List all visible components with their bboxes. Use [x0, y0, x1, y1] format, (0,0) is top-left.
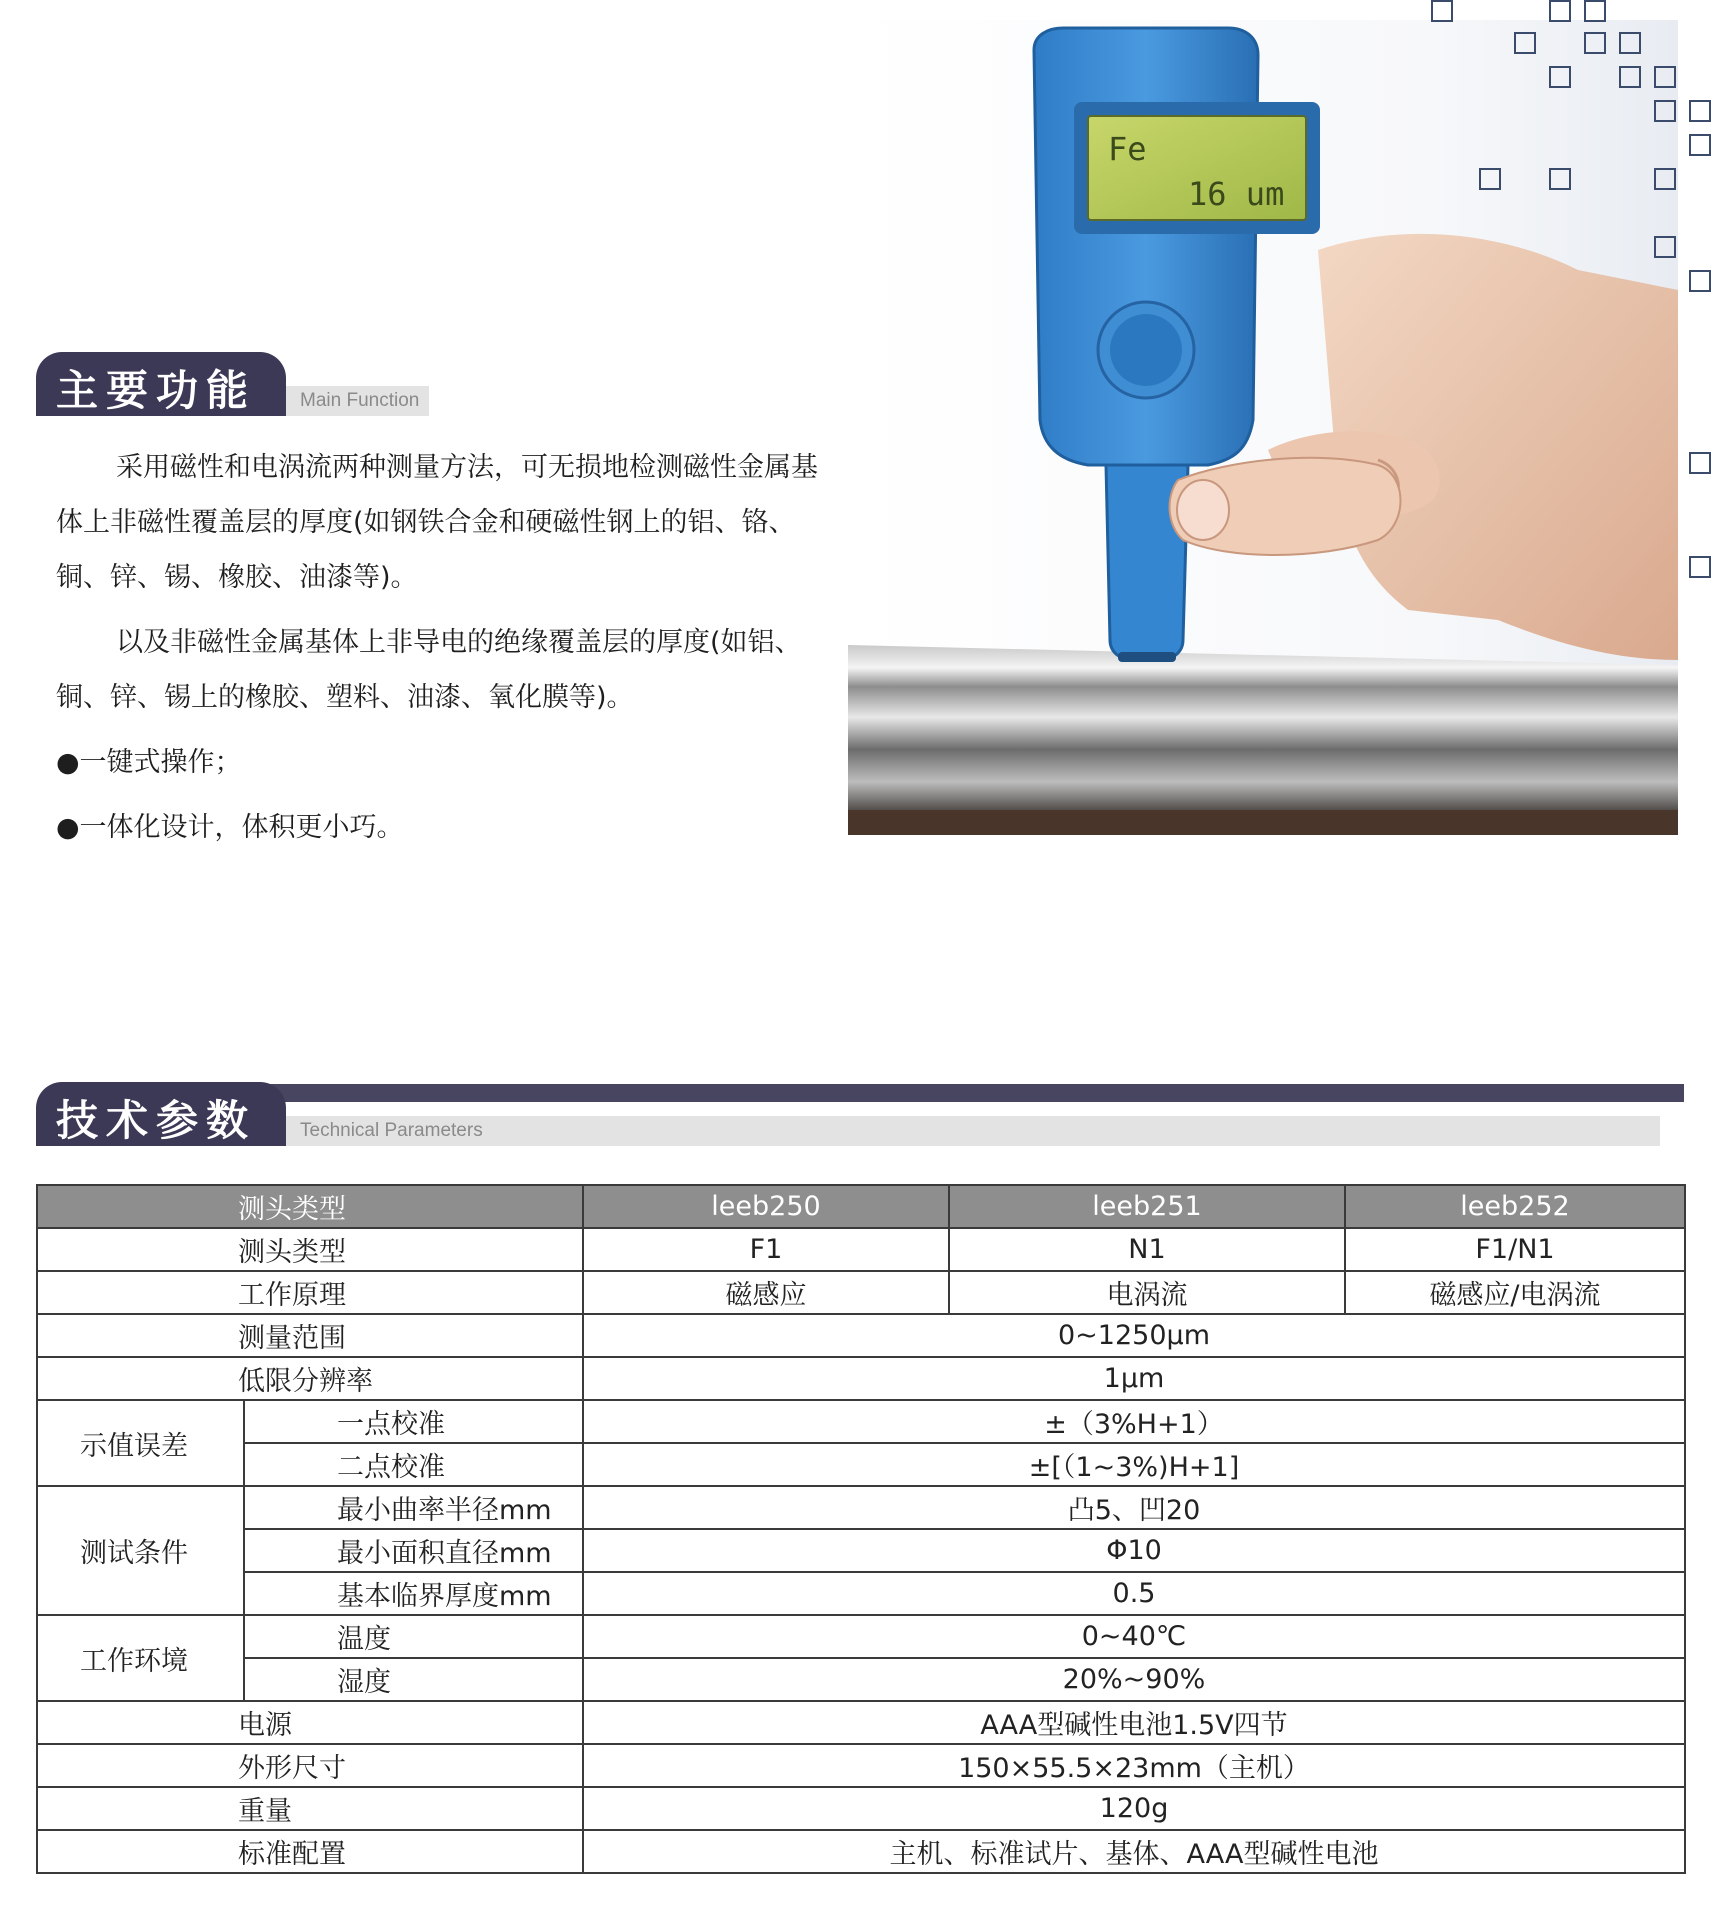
tech-params-subtitle-text: Technical Parameters: [300, 1120, 483, 1141]
row-label: 外形尺寸: [37, 1744, 583, 1787]
tech-params-header: [36, 1082, 1684, 1146]
lcd-line-1: Fe: [1108, 130, 1147, 168]
tech-params-header-bar: [236, 1084, 1684, 1102]
table-row: [37, 1744, 1685, 1787]
table-row: [37, 1529, 1685, 1572]
row-value: N1: [949, 1228, 1345, 1271]
tech-params-table: [36, 1184, 1686, 1874]
table-row: [37, 1787, 1685, 1830]
row-value: 120g: [583, 1787, 1685, 1830]
decor-square-icon: [1479, 168, 1501, 190]
header-label-cell: 测头类型: [37, 1185, 583, 1228]
table-row: [37, 1615, 1685, 1658]
table-row: [37, 1701, 1685, 1744]
main-function-tab: [36, 352, 286, 416]
sub-label: 二点校准: [244, 1443, 583, 1486]
row-value: F1: [583, 1228, 949, 1271]
row-value: 主机、标准试片、基体、AAA型碱性电池: [583, 1830, 1685, 1873]
feature-bullet-2: ●一体化设计，体积更小巧。: [56, 812, 404, 843]
group-label: 示值误差: [37, 1400, 244, 1486]
row-value: 凸5、凹20: [583, 1486, 1685, 1529]
tech-params-tab: [36, 1082, 286, 1146]
row-value: 0.5: [583, 1572, 1685, 1615]
main-function-title: 主要功能: [56, 366, 257, 415]
table-row: [37, 1443, 1685, 1486]
table-header-row: [37, 1185, 1685, 1228]
decor-square-icon: [1549, 168, 1571, 190]
table-row: [37, 1271, 1685, 1314]
main-function-header: [36, 352, 456, 416]
table-row: [37, 1658, 1685, 1701]
main-function-paragraph-2: 以及非磁性金属基体上非导电的绝缘覆盖层的厚度(如铝、铜、锌、锡上的橡胶、塑料、油漆、氧化膜等)。: [56, 627, 802, 713]
group-label: 测试条件: [37, 1486, 244, 1615]
header-model-cell: leeb251: [949, 1185, 1345, 1228]
decor-square-icon: [1654, 236, 1676, 258]
lcd-line-2: 16 um: [1188, 175, 1285, 213]
row-value: 电涡流: [949, 1271, 1345, 1314]
row-label: 标准配置: [37, 1830, 583, 1873]
feature-bullet-1: ●一键式操作；: [56, 747, 242, 778]
group-label: 工作环境: [37, 1615, 244, 1701]
row-label: 测头类型: [37, 1228, 583, 1271]
row-value: F1/N1: [1345, 1228, 1685, 1271]
row-value: AAA型碱性电池1.5V四节: [583, 1701, 1685, 1744]
row-label: 重量: [37, 1787, 583, 1830]
row-value: 0~40℃: [583, 1615, 1685, 1658]
product-photo: [848, 20, 1678, 835]
row-label: 低限分辨率: [37, 1357, 583, 1400]
tech-params-title: 技术参数: [56, 1096, 257, 1145]
table-row: [37, 1314, 1685, 1357]
decor-square-icon: [1549, 0, 1571, 22]
row-value: 0~1250μm: [583, 1314, 1685, 1357]
table-row: [37, 1486, 1685, 1529]
decor-square-icon: [1619, 66, 1641, 88]
decor-square-icon: [1689, 134, 1711, 156]
decor-square-icon: [1654, 100, 1676, 122]
decor-square-icon: [1654, 66, 1676, 88]
sub-label: 湿度: [244, 1658, 583, 1701]
row-value: 磁感应: [583, 1271, 949, 1314]
decor-square-icon: [1431, 0, 1453, 22]
row-value: ±[（1~3%)H+1]: [583, 1443, 1685, 1486]
row-label: 电源: [37, 1701, 583, 1744]
row-label: 测量范围: [37, 1314, 583, 1357]
decor-square-icon: [1689, 100, 1711, 122]
row-value: 1μm: [583, 1357, 1685, 1400]
sub-label: 最小曲率半径mm: [244, 1486, 583, 1529]
table-row: [37, 1572, 1685, 1615]
product-photo-illustration: [848, 20, 1678, 835]
decor-square-icon: [1584, 32, 1606, 54]
row-value: 20%~90%: [583, 1658, 1685, 1701]
table-row: [37, 1830, 1685, 1873]
table-row: [37, 1228, 1685, 1271]
decor-square-icon: [1689, 556, 1711, 578]
decor-square-icon: [1584, 0, 1606, 22]
row-value: 150×55.5×23mm（主机）: [583, 1744, 1685, 1787]
row-value: 磁感应/电涡流: [1345, 1271, 1685, 1314]
sub-label: 基本临界厚度mm: [244, 1572, 583, 1615]
header-model-cell: leeb250: [583, 1185, 949, 1228]
sub-label: 最小面积直径mm: [244, 1529, 583, 1572]
main-function-paragraph-1: 采用磁性和电涡流两种测量方法，可无损地检测磁性金属基体上非磁性覆盖层的厚度(如钢铁合金和硬磁性钢上的铝、铬、铜、锌、锡、橡胶、油漆等)。: [56, 452, 818, 593]
row-value: Φ10: [583, 1529, 1685, 1572]
row-value: ±（3%H+1）: [583, 1400, 1685, 1443]
table-row: [37, 1400, 1685, 1443]
table-row: [37, 1357, 1685, 1400]
tech-params-subtitle: [286, 1116, 1660, 1146]
header-model-cell: leeb252: [1345, 1185, 1685, 1228]
decor-square-icon: [1514, 32, 1536, 54]
decor-square-icon: [1619, 32, 1641, 54]
main-function-text: [56, 440, 836, 865]
decor-square-icon: [1689, 452, 1711, 474]
sub-label: 温度: [244, 1615, 583, 1658]
decor-square-icon: [1549, 66, 1571, 88]
sub-label: 一点校准: [244, 1400, 583, 1443]
row-label: 工作原理: [37, 1271, 583, 1314]
main-function-subtitle: Main Function: [286, 386, 429, 416]
decor-square-icon: [1654, 168, 1676, 190]
decor-square-icon: [1689, 270, 1711, 292]
